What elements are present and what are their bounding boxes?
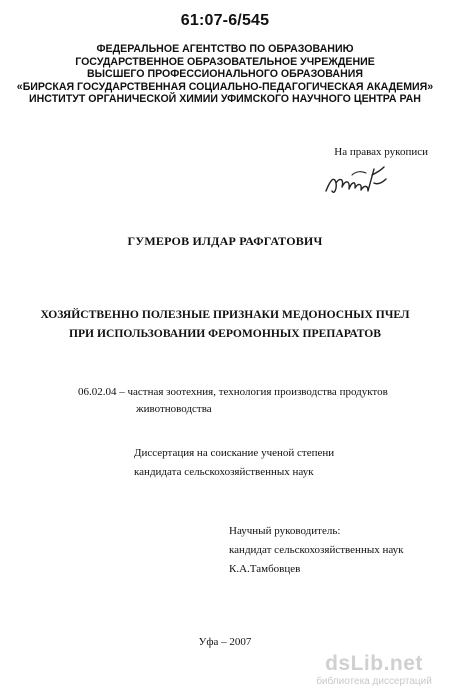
specialty-line: 06.02.04 – частная зоотехния, технология производства продуктов	[78, 386, 388, 398]
watermark	[308, 652, 440, 688]
specialty-code	[78, 384, 388, 418]
organization-header	[0, 43, 450, 106]
organization-line: «БИРСКАЯ ГОСУДАРСТВЕННАЯ СОЦИАЛЬНО-ПЕДАГОГИЧЕСКАЯ АКАДЕМИЯ»	[16, 80, 434, 93]
organization-line: ИНСТИТУТ ОРГАНИЧЕСКОЙ ХИМИИ УФИМСКОГО НАУЧНОГО ЦЕНТРА РАН	[29, 93, 421, 106]
advisor-label: Научный руководитель:	[229, 525, 341, 537]
handwritten-signature-icon	[322, 161, 402, 201]
manuscript-rights: На правах рукописи	[334, 146, 428, 158]
scientific-advisor	[229, 522, 404, 579]
dissertation-title	[0, 305, 450, 343]
organization-line: ВЫСШЕГО ПРОФЕССИОНАЛЬНОГО ОБРАЗОВАНИЯ	[87, 68, 363, 81]
watermark-logo: dsLib.net	[325, 652, 423, 675]
city-year: Уфа – 2007	[198, 636, 252, 648]
advisor-name: К.А.Тамбовцев	[229, 563, 301, 575]
specialty-line: животноводства	[136, 403, 212, 415]
archive-code: 61:07-6/545	[180, 12, 270, 29]
watermark-subtitle: библиотека диссертаций	[316, 676, 432, 687]
title-line: ПРИ ИСПОЛЬЗОВАНИИ ФЕРОМОННЫХ ПРЕПАРАТОВ	[68, 327, 382, 340]
organization-line: ФЕДЕРАЛЬНОЕ АГЕНТСТВО ПО ОБРАЗОВАНИЮ	[96, 43, 354, 55]
title-line: ХОЗЯЙСТВЕННО ПОЛЕЗНЫЕ ПРИЗНАКИ МЕДОНОСНЫХ ПЧЕЛ	[40, 308, 410, 321]
author-name: ГУМЕРОВ ИЛДАР РАФГАТОВИЧ	[127, 234, 323, 248]
degree-line: Диссертация на соискание ученой степени	[134, 447, 335, 459]
organization-line: ГОСУДАРСТВЕННОЕ ОБРАЗОВАТЕЛЬНОЕ УЧРЕЖДЕНИЕ	[75, 55, 375, 68]
degree-line: кандидата сельскохозяйственных наук	[134, 466, 314, 478]
advisor-degree: кандидат сельскохозяйственных наук	[229, 544, 404, 556]
degree-statement	[134, 444, 334, 482]
